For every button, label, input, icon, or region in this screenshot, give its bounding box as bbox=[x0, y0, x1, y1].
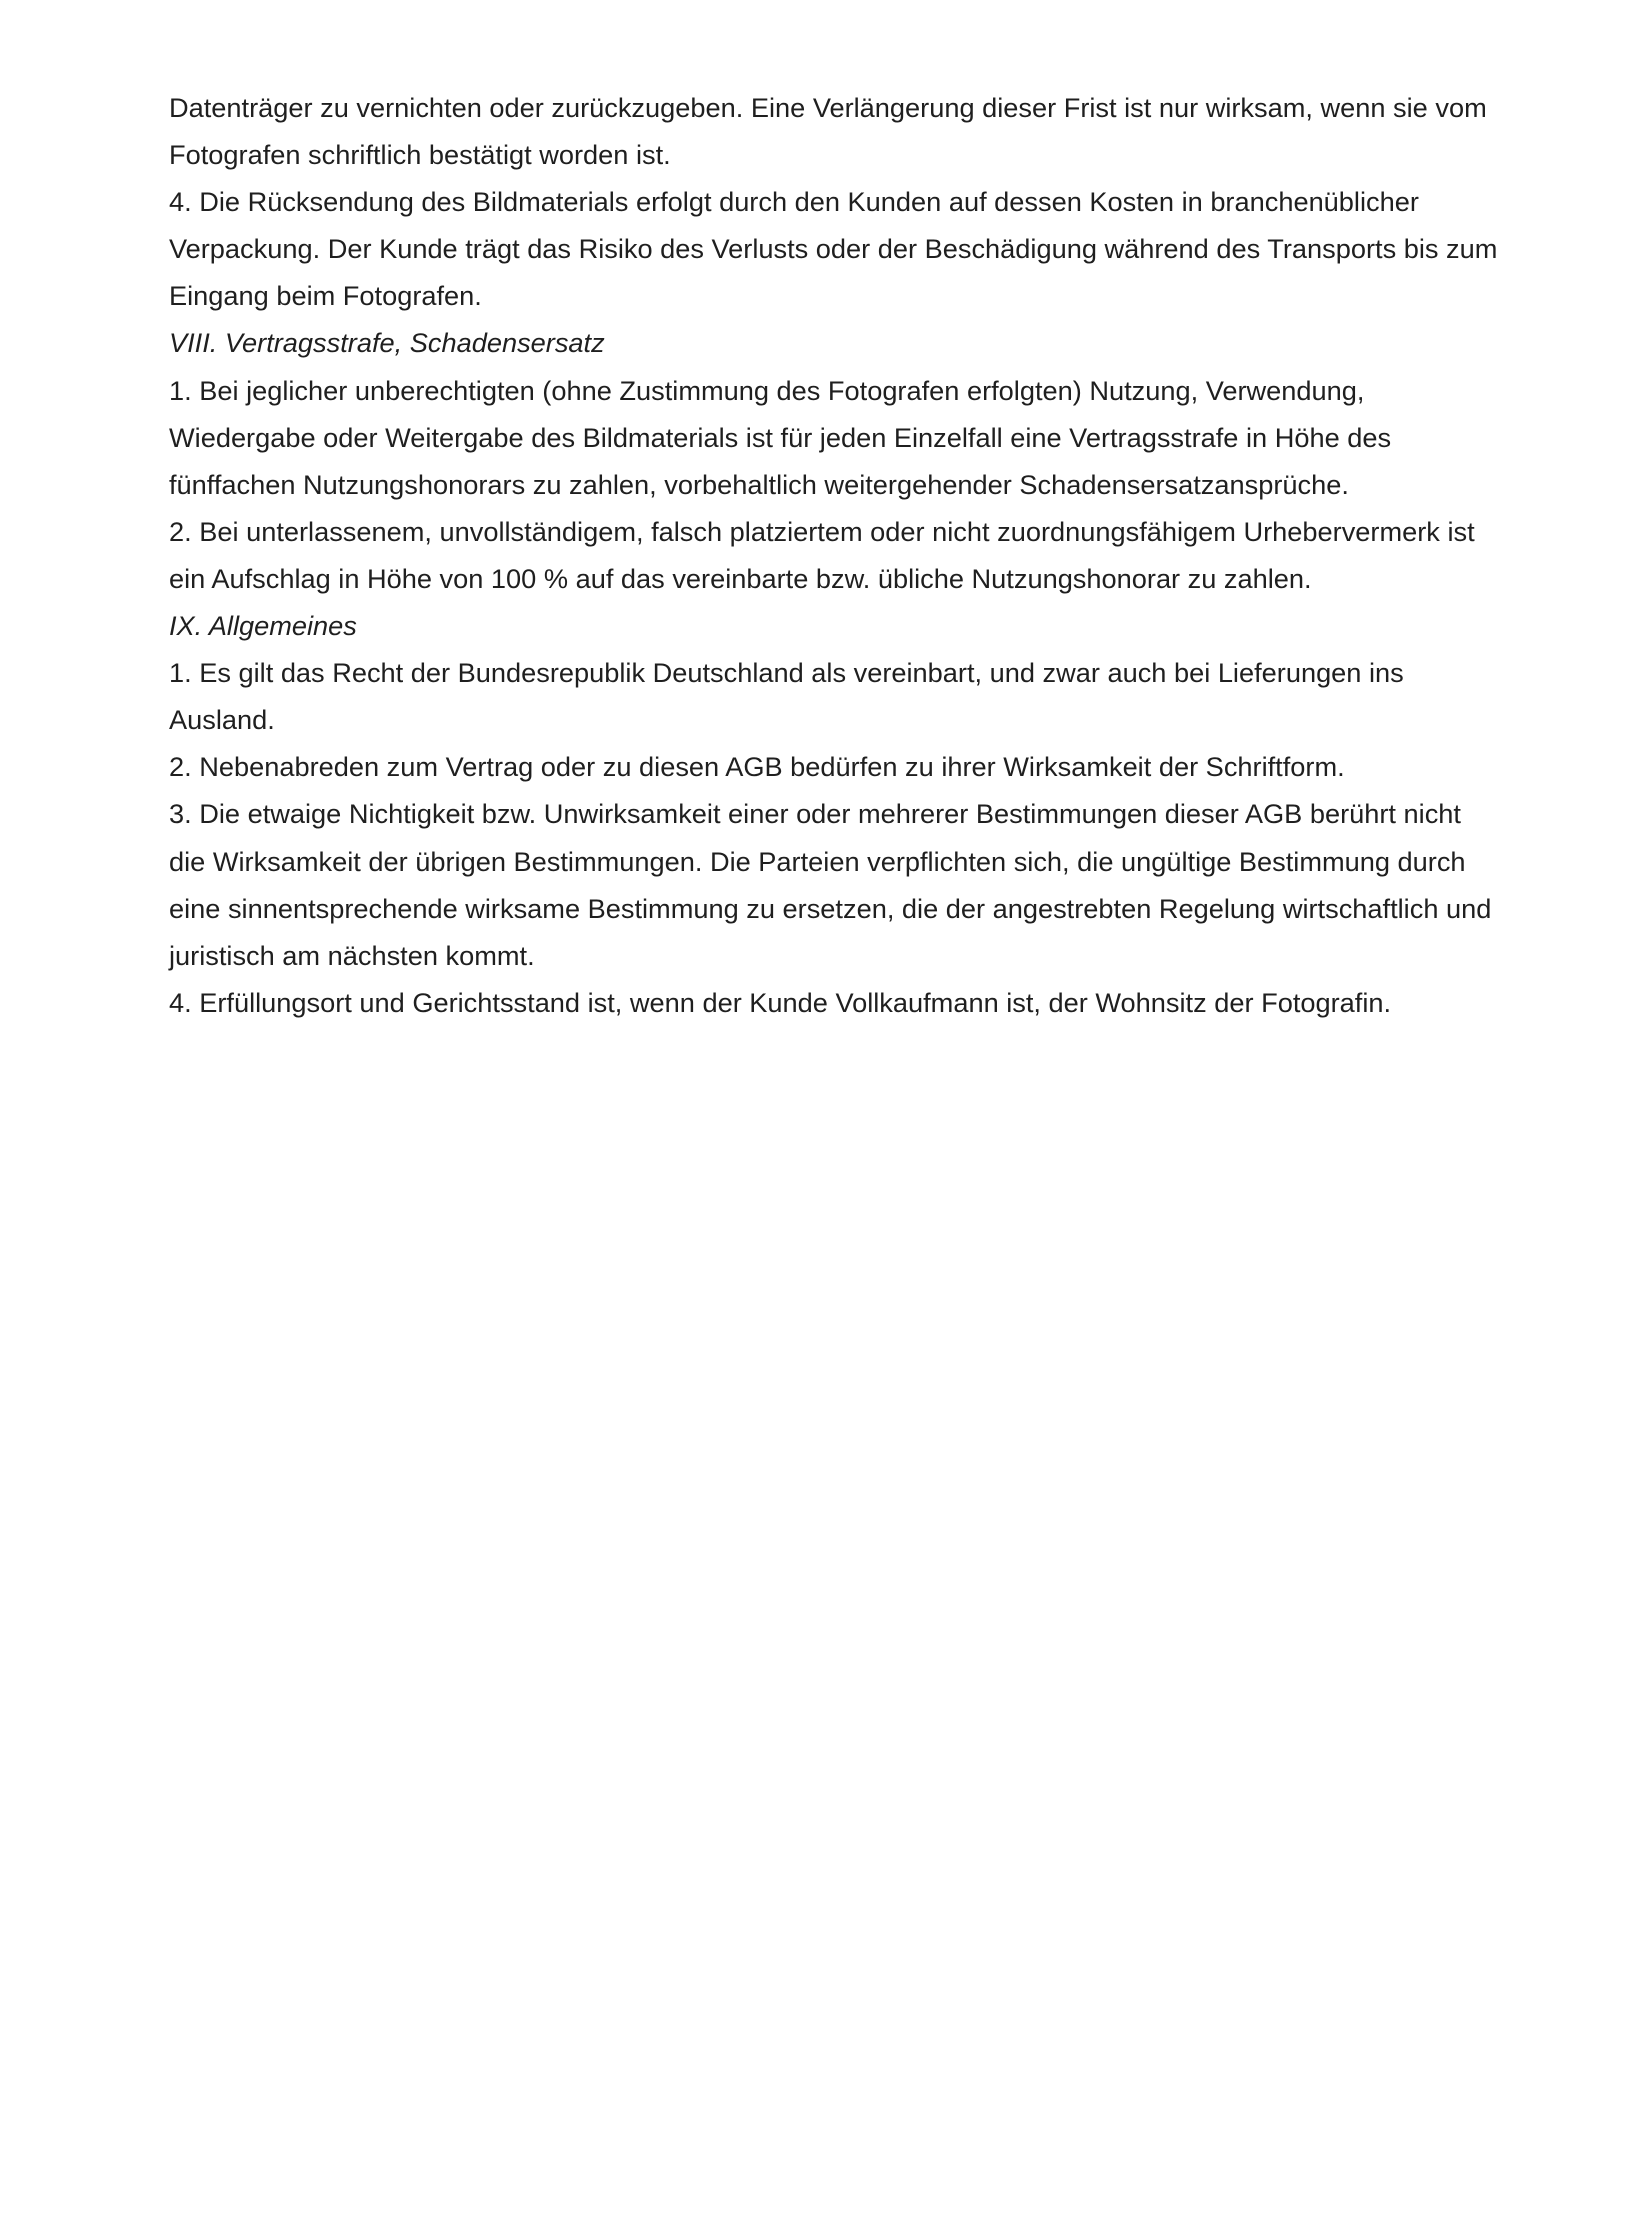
paragraph-severability: 3. Die etwaige Nichtigkeit bzw. Unwirksamkeit einer oder mehrerer Bestimmungen dieser AGB berührt nicht die Wirksamkeit der übrigen Bestimmungen. Die Parteien verpflichten sich, die ungültige Bestimmung durch eine sinnentsprechende wirksame Bestimmung zu ersetzen, die der angestrebten Regelung wirtschaftlich und juristisch am nächsten kommt. bbox=[169, 798, 1492, 971]
paragraph-jurisdiction: 4. Erfüllungsort und Gerichtsstand ist, wenn der Kunde Vollkaufmann ist, der Wohnsitz der Fotografin. bbox=[169, 986, 1392, 1018]
paragraph-return-shipping: 4. Die Rücksendung des Bildmaterials erfolgt durch den Kunden auf dessen Kosten in branchenüblicher Verpackung. Der Kunde trägt das Risiko des Verlusts oder der Beschädigung während des Transports bis zum Eingang beim Fotografen. bbox=[169, 186, 1498, 312]
paragraph-governing-law: 1. Es gilt das Recht der Bundesrepublik Deutschland als vereinbart, und zwar auch bei Lieferungen ins Ausland. bbox=[169, 657, 1404, 736]
document-page bbox=[169, 84, 1499, 1026]
section-heading-ix: IX. Allgemeines bbox=[169, 610, 357, 642]
section-heading-viii: VIII. Vertragsstrafe, Schadensersatz bbox=[169, 327, 605, 359]
paragraph-data-return-deadline: Datenträger zu vernichten oder zurückzugeben. Eine Verlängerung dieser Frist ist nur wirksam, wenn sie vom Fotografen schriftlich bestätigt worden ist. bbox=[169, 92, 1487, 171]
paragraph-side-agreements: 2. Nebenabreden zum Vertrag oder zu diesen AGB bedürfen zu ihrer Wirksamkeit der Schriftform. bbox=[169, 751, 1345, 783]
paragraph-credit-surcharge: 2. Bei unterlassenem, unvollständigem, falsch platziertem oder nicht zuordnungsfähigem Urhebervermerk ist ein Aufschlag in Höhe von 100 % auf das vereinbarte bzw. übliche Nutzungshonorar zu zahlen. bbox=[169, 515, 1475, 594]
paragraph-contract-penalty: 1. Bei jeglicher unberechtigten (ohne Zustimmung des Fotografen erfolgten) Nutzung, Verwendung, Wiedergabe oder Weitergabe des Bildmaterials ist für jeden Einzelfall eine Vertragsstrafe in Höhe des fünffachen Nutzungshonorars zu zahlen, vorbehaltlich weitergehender Schadensersatzansprüche. bbox=[169, 374, 1392, 500]
